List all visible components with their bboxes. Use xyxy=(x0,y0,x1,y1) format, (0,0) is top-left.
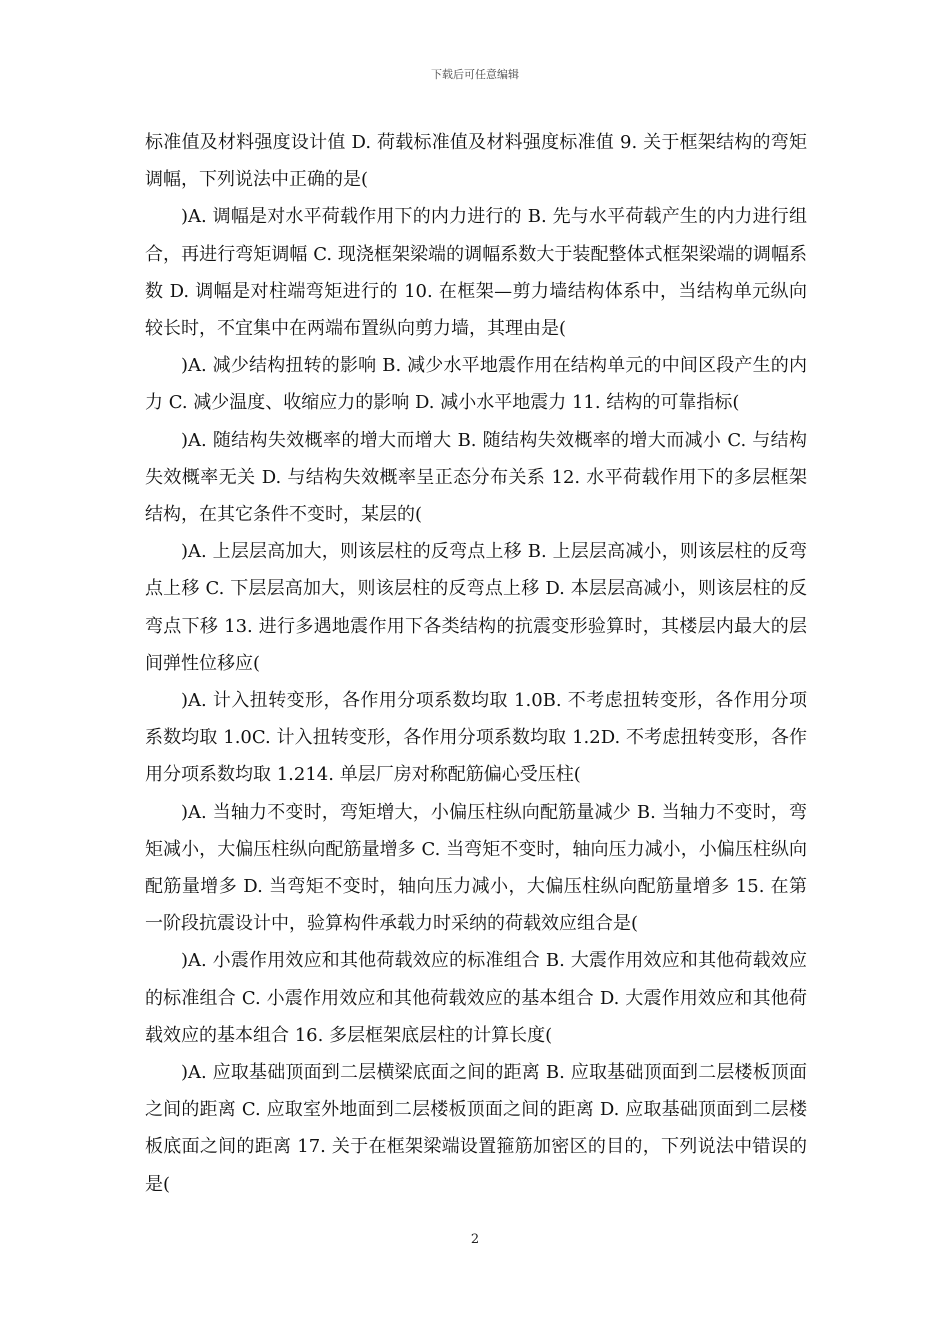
paragraph: )A. 计入扭转变形，各作用分项系数均取 1.0B. 不考虑扭转变形，各作用分项系数均取 1.0C. 计入扭转变形，各作用分项系数均取 1.2D. 不考虑扭转变形，各作用分项系数均取 1.214. 单层厂房对称配筋偏心受压柱( xyxy=(145,690,807,786)
paragraph: )A. 上层层高加大，则该层柱的反弯点上移 B. 上层层高减小，则该层柱的反弯点上移 C. 下层层高加大，则该层柱的反弯点上移 D. 本层层高减小，则该层柱的反弯点下移 13. 进行多遇地震作用下各类结构的抗震变形验算时，其楼层内最大的层间弹性位移应( xyxy=(145,541,807,674)
page-header: 下载后可任意编辑 xyxy=(431,68,519,81)
paragraph: )A. 当轴力不变时，弯矩增大，小偏压柱纵向配筋量减少 B. 当轴力不变时，弯矩减小，大偏压柱纵向配筋量增多 C. 当弯矩不变时，轴向压力减小，小偏压柱纵向配筋量增多 D. 当弯矩不变时，轴向压力减小，大偏压柱纵向配筋量增多 15. 在第一阶段抗震设计中，验算构件承载力时采纳的荷载效应组合是( xyxy=(145,801,807,935)
body-text xyxy=(145,124,807,1203)
page-number: 2 xyxy=(470,1232,480,1247)
paragraph: 标准值及材料强度设计值 D. 荷载标准值及材料强度标准值 9. 关于框架结构的弯矩调幅，下列说法中正确的是( xyxy=(145,132,807,191)
paragraph: )A. 小震作用效应和其他荷载效应的标准组合 B. 大震作用效应和其他荷载效应的标准组合 C. 小震作用效应和其他荷载效应的基本组合 D. 大震作用效应和其他荷载效应的基本组合 16. 多层框架底层柱的计算长度( xyxy=(145,950,807,1046)
paragraph: )A. 减少结构扭转的影响 B. 减少水平地震作用在结构单元的中间区段产生的内力 C. 减少温度、收缩应力的影响 D. 减小水平地震力 11. 结构的可靠指标( xyxy=(145,355,807,414)
paragraph: )A. 调幅是对水平荷载作用下的内力进行的 B. 先与水平荷载产生的内力进行组合，再进行弯矩调幅 C. 现浇框架梁端的调幅系数大于装配整体式框架梁端的调幅系数 D. 调幅是对柱端弯矩进行的 10. 在框架—剪力墙结构体系中，当结构单元纵向较长时，不宜集中在两端布置纵向剪力墙，其理由是( xyxy=(145,206,807,340)
paragraph: )A. 应取基础顶面到二层横梁底面之间的距离 B. 应取基础顶面到二层楼板顶面之间的距离 C. 应取室外地面到二层楼板顶面之间的距离 D. 应取基础顶面到二层楼板底面之间的距离 17. 关于在框架梁端设置箍筋加密区的目的，下列说法中错误的是( xyxy=(145,1062,807,1195)
paragraph: )A. 随结构失效概率的增大而增大 B. 随结构失效概率的增大而减小 C. 与结构失效概率无关 D. 与结构失效概率呈正态分布关系 12. 水平荷载作用下的多层框架结构，在其它条件不变时，某层的( xyxy=(145,429,807,526)
